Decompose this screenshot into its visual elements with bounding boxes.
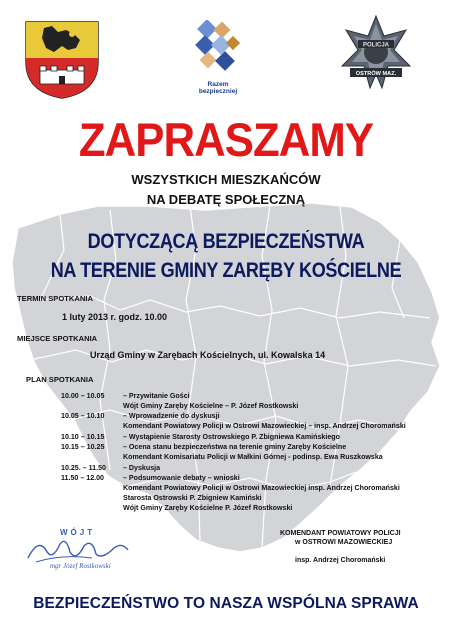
plan-row [123, 494, 262, 502]
subtitle-residents: WSZYSTKICH MIESZKAŃCÓW [131, 172, 321, 187]
plan-time: 10.15 – 10.25 [61, 443, 105, 451]
plan-time: 11.50 – 12.00 [61, 474, 104, 482]
wojt-title: WÓJT [60, 528, 96, 537]
plan-row [61, 433, 340, 441]
miejsce-value: Urząd Gminy w Zarębach Kościelnych, ul. Kowalska 14 [90, 350, 326, 360]
plan-text: Komendant Powiatowy Policji w Ostrowi Mazowieckiej – insp. Andrzej Choromański [123, 422, 406, 430]
wojt-name: mgr Józef Rostkowski [50, 562, 111, 570]
plan-row [123, 422, 406, 430]
plan-text: Wójt Gminy Zaręby Kościelne – P. Józef Rostkowski [123, 402, 299, 410]
main-title: ZAPRASZAMY [78, 113, 374, 166]
plan-text: – Wystąpienie Starosty Ostrowskiego P. Zbigniewa Kamińskiego [123, 433, 340, 441]
plan-text: Wójt Gminy Zaręby Kościelne P. Józef Rostkowski [123, 504, 293, 512]
plan-text: Komendant Powiatowy Policji w Ostrowi Mazowieckiej insp. Andrzej Choromański [123, 484, 400, 492]
razem-diamond-icon [192, 20, 244, 78]
plan-text: – Dyskusja [123, 464, 161, 472]
plan-text: – Wprowadzenie do dyskusji [123, 412, 220, 420]
signature-wojt [22, 524, 132, 578]
plan-text: – Przywitanie Gości [123, 392, 190, 400]
plan-row [123, 484, 400, 492]
signature-commander-line1: KOMENDANT POWIATOWY POLICJI [280, 530, 401, 537]
police-star-badge [338, 14, 414, 94]
handwritten-signature [22, 532, 132, 566]
plan-row [61, 392, 190, 400]
plan-row [123, 453, 383, 461]
police-badge-bottom-text: OSTRÓW MAZ. [355, 71, 397, 77]
plan-text: Starosta Ostrowski P. Zbigniew Kamiński [123, 494, 262, 502]
razem-bezpieczniej-logo [192, 20, 244, 96]
plan-time: 10.05 – 10.10 [61, 412, 105, 420]
plan-text: Komendant Komisariatu Policji w Małkini Górnej - podinsp. Ewa Ruszkowska [123, 453, 383, 461]
headline-gmina: NA TERENIE GMINY ZARĘBY KOŚCIELNE [50, 259, 402, 282]
signature-commander-line2: w OSTROWI MAZOWIECKIEJ [295, 539, 393, 546]
police-badge-top-text: POLICJA [362, 42, 390, 49]
plan-row [123, 504, 292, 512]
miejsce-label: MIEJSCE SPOTKANIA [17, 334, 98, 343]
footer-slogan: BEZPIECZEŃSTWO TO NASZA WSPÓLNA SPRAWA [33, 595, 419, 612]
subtitle-debate: NA DEBATĘ SPOŁECZNĄ [146, 192, 306, 207]
razem-text: Razem [207, 81, 229, 88]
plan-time: 10.10 – 10.15 [61, 433, 105, 441]
bezpieczniej-text: bezpieczniej [198, 88, 238, 95]
plan-row [123, 402, 298, 410]
plan-time: 10.00 – 10.05 [61, 392, 105, 400]
termin-label: TERMIN SPOTKANIA [17, 294, 93, 303]
plan-row [61, 464, 160, 472]
signature-commander-name: insp. Andrzej Choromański [295, 557, 386, 564]
termin-value: 1 luty 2013 r. godz. 10.00 [62, 312, 168, 322]
plan-time: 10.25. – 11.50 [61, 464, 106, 472]
plan-row [61, 443, 346, 451]
plan-label: PLAN SPOTKANIA [26, 375, 94, 384]
plan-text: – Ocena stanu bezpieczeństwa na terenie gminy Zaręby Kościelne [123, 443, 347, 451]
gmina-crest-logo [22, 18, 102, 100]
plan-row [61, 474, 240, 482]
plan-row [61, 412, 220, 420]
plan-text: – Podsumowanie debaty – wnioski [123, 474, 240, 482]
headline-security: DOTYCZĄCĄ BEZPIECZEŃSTWA [87, 230, 365, 253]
